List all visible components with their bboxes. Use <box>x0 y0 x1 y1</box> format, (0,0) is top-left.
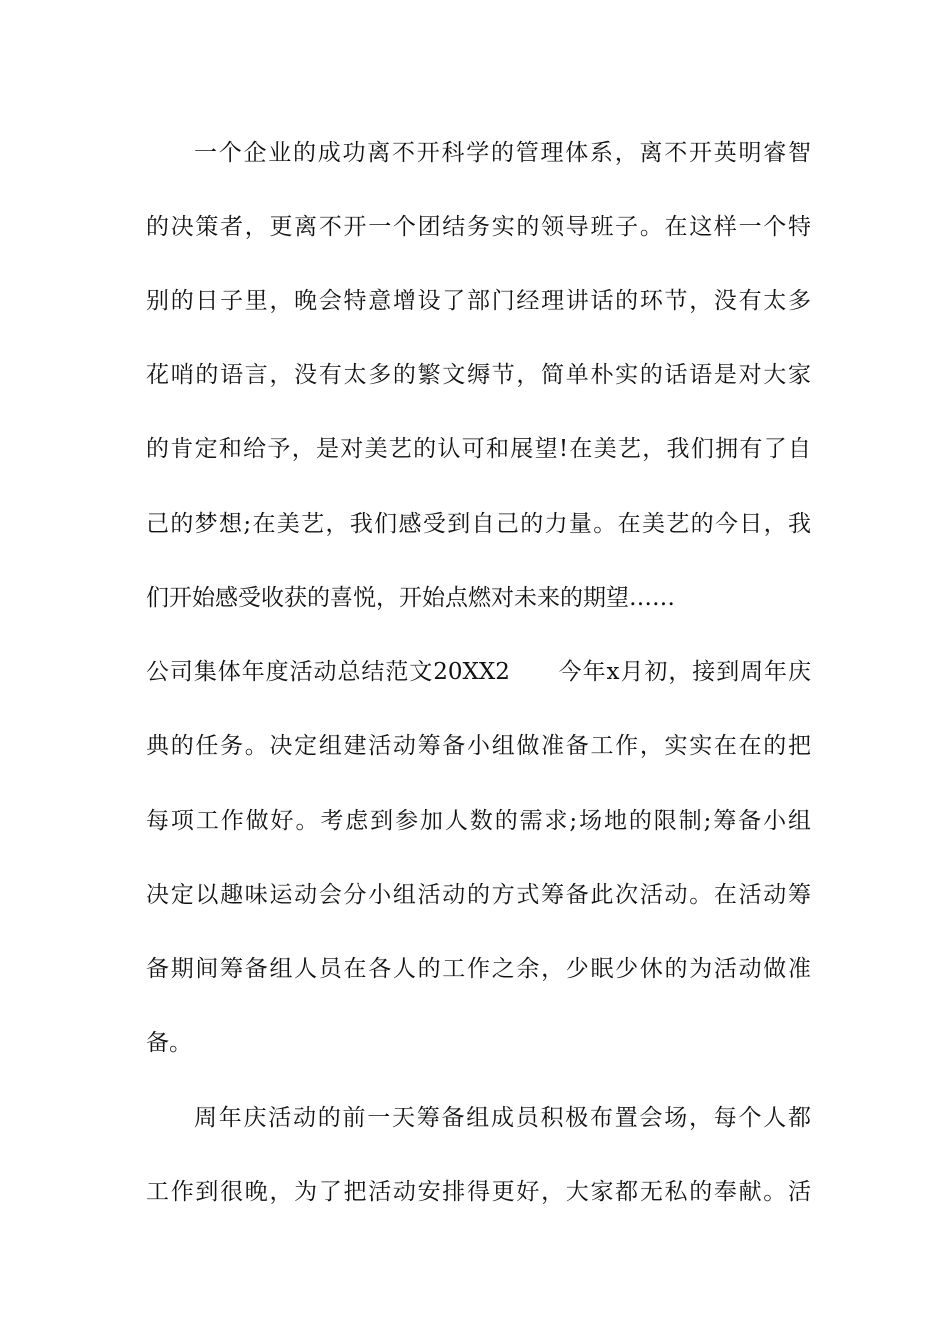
paragraph-1-line-3: 别的日子里，晚会特意增设了部门经理讲话的环节，没有太多 <box>146 288 811 314</box>
paragraph-3-line-1: 周年庆活动的前一天筹备组成员积极布置会场，每个人都 <box>194 1105 811 1131</box>
paragraph-1-line-7: 们开始感受收获的喜悦，开始点燃对未来的期望…… <box>146 585 675 611</box>
paragraph-2-line-6: 备。 <box>146 1030 192 1056</box>
paragraph-1-line-4: 花哨的语言，没有太多的繁文缛节，简单朴实的话语是对大家 <box>146 362 811 388</box>
paragraph-1-line-6: 己的梦想;在美艺，我们感受到自己的力量。在美艺的今日，我 <box>146 511 811 537</box>
paragraph-2-line-5: 备期间筹备组人员在各人的工作之余，少眠少休的为活动做准 <box>146 956 811 982</box>
paragraph-1-line-2: 的决策者，更离不开一个团结务实的领导班子。在这样一个特 <box>146 214 811 240</box>
paragraph-1-line-5: 的肯定和给予，是对美艺的认可和展望!在美艺，我们拥有了自 <box>146 436 811 462</box>
paragraph-2-line-1: 公司集体年度活动总结范文20XX2 今年x月初，接到周年庆 <box>146 659 811 685</box>
paragraph-2-line-3: 每项工作做好。考虑到参加人数的需求;场地的限制;筹备小组 <box>146 808 811 834</box>
paragraph-1-line-1: 一个企业的成功离不开科学的管理体系，离不开英明睿智 <box>194 140 811 166</box>
paragraph-2-line-2: 典的任务。决定组建活动筹备小组做准备工作，实实在在的把 <box>146 733 811 759</box>
paragraph-2-line-4: 决定以趣味运动会分小组活动的方式筹备此次活动。在活动筹 <box>146 882 811 908</box>
paragraph-3-line-2: 工作到很晚，为了把活动安排得更好，大家都无私的奉献。活 <box>146 1179 811 1205</box>
